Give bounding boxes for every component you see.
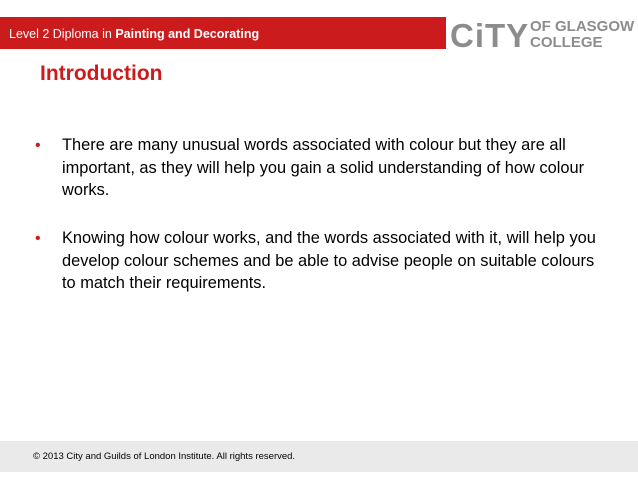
bullet-marker: • xyxy=(35,230,41,247)
bullet-item: There are many unusual words associated with colour but they are all important, as they will help you gain a solid understanding of how colour works. xyxy=(62,136,585,199)
course-title xyxy=(9,27,259,41)
copyright-text: © 2013 City and Guilds of London Institute. All rights reserved. xyxy=(33,451,296,462)
course-prefix: Level 2 Diploma in xyxy=(9,27,112,41)
logo-line2-text: COLLEGE xyxy=(530,34,603,51)
bullet-marker: • xyxy=(35,137,41,154)
city-of-glasgow-college-logo xyxy=(446,14,636,54)
bullet-item: Knowing how colour works, and the words associated with it, will help you develop colour schemes and be able to advise people on suitable colours to match their requirements. xyxy=(62,229,596,292)
logo-line1-text: OF GLASGOW xyxy=(530,18,635,35)
logo-city-text: CiTY xyxy=(450,17,530,54)
course-name: Painting and Decorating xyxy=(115,27,260,41)
slide-title: Introduction xyxy=(40,62,163,85)
